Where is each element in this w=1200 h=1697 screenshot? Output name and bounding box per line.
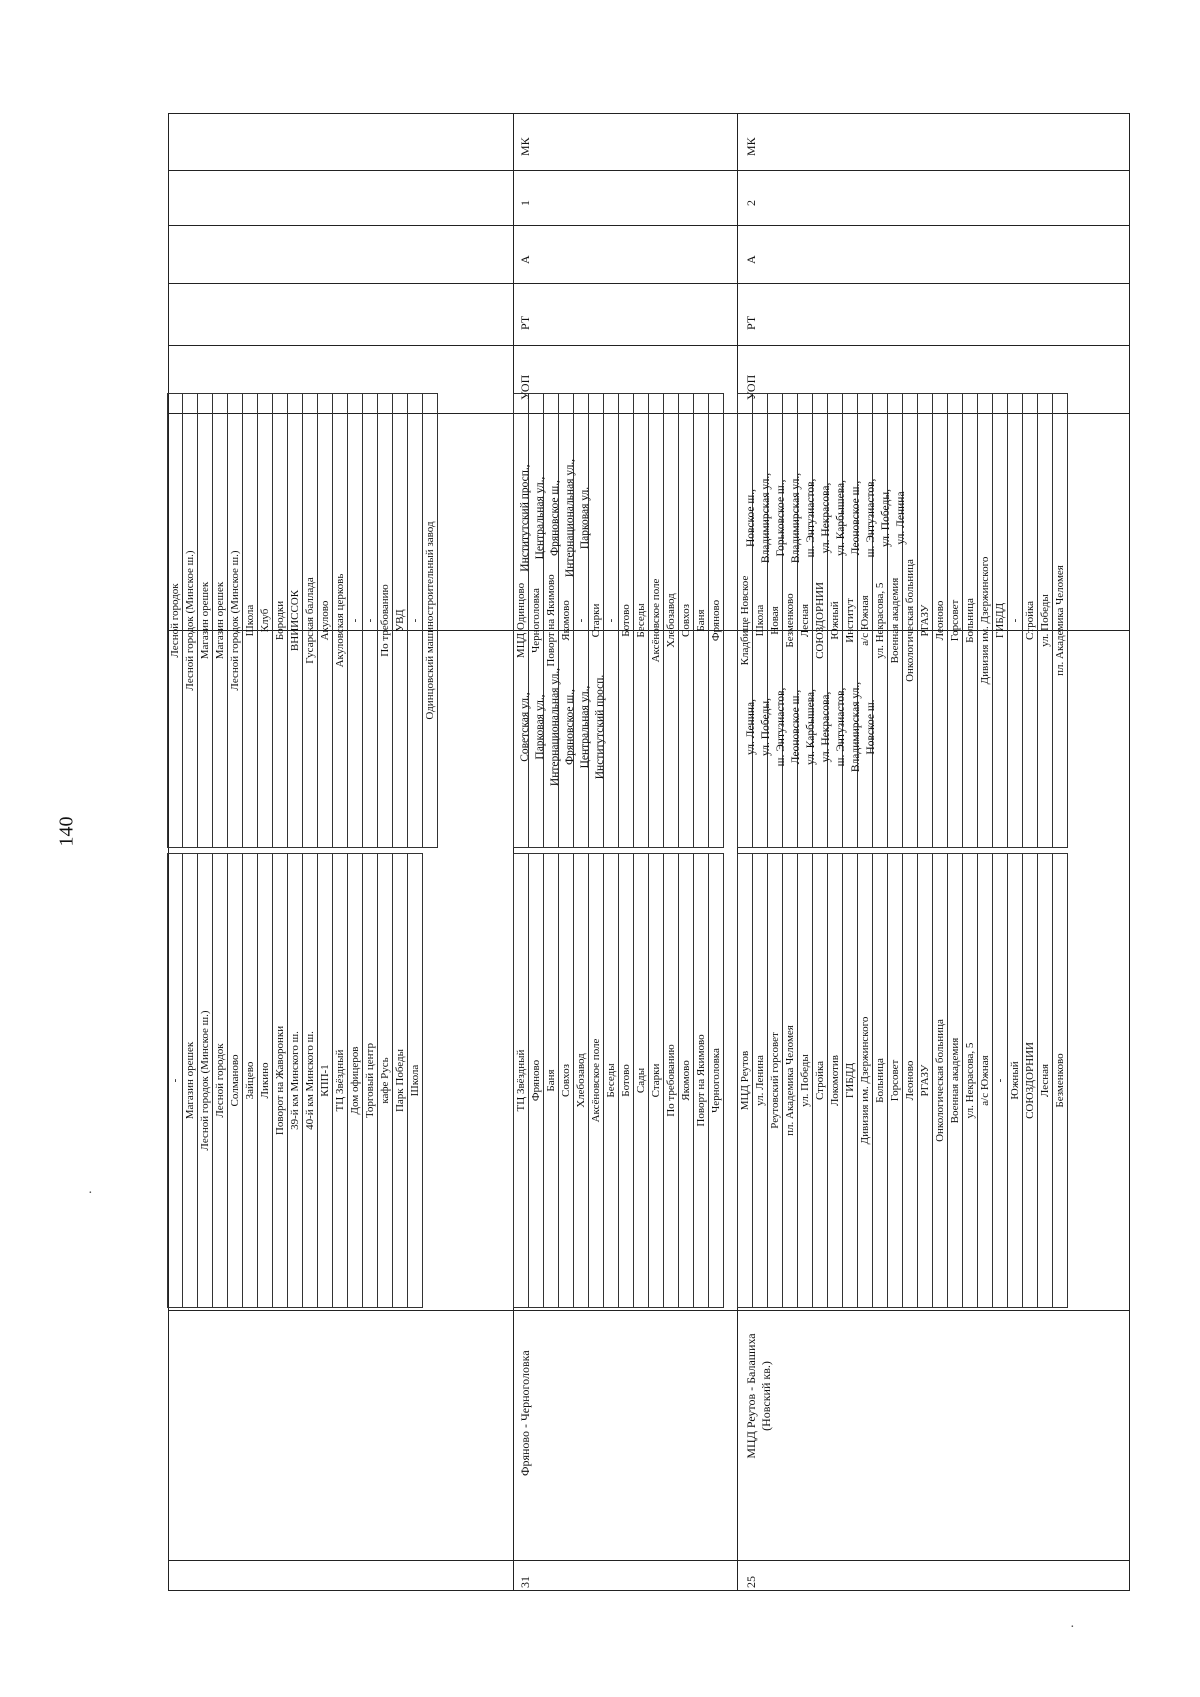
street-name: Фряновское ш., (564, 689, 576, 765)
stop-name: Баня (543, 854, 558, 1308)
stops-forward (737, 853, 1068, 1308)
scan-mark: · (88, 1186, 93, 1201)
stop-name: По требованию (663, 854, 678, 1308)
stop-row (633, 394, 648, 848)
stop-name: ул. Некрасова, 5 (962, 854, 977, 1308)
stop-row (513, 854, 528, 1308)
street-name: ул. Ленина, (745, 699, 757, 756)
street-name: Интернациональная ул., (549, 667, 561, 787)
stop-name: РГАЗУ (917, 394, 932, 848)
stop-name: Якомово (558, 394, 573, 848)
stop-name: Акулово (317, 394, 332, 848)
column-separator (168, 225, 1130, 226)
stop-name: - (603, 394, 618, 848)
street-name: Институтский просп. (594, 674, 606, 780)
stop-row (648, 394, 663, 848)
stop-row (708, 394, 723, 848)
stop-name: а/с Южная (977, 854, 992, 1308)
stop-row (212, 394, 227, 848)
stop-name: Лесной городок (Минское ш.) (197, 854, 212, 1308)
stop-name: пл. Академика Челомея (782, 854, 797, 1308)
page-number: 140 (55, 816, 78, 847)
stop-name: Акуловская церковь (332, 394, 347, 848)
stop-row (227, 854, 242, 1308)
column-separator (168, 1310, 1130, 1311)
column-separator (168, 170, 1130, 171)
stop-row (962, 854, 977, 1308)
stop-name: Лесная (797, 394, 812, 848)
stop-row (1022, 394, 1037, 848)
stop-row (543, 854, 558, 1308)
vehicle-class: А (744, 255, 758, 264)
street-name: Леоновское ш., (790, 689, 802, 765)
stop-name: Зайцево (242, 854, 257, 1308)
stop-name: Кладбище Новское (737, 394, 752, 848)
stop-name: Хлебозавод (573, 854, 588, 1308)
stop-row (407, 394, 422, 848)
stop-name: Парк Победы (392, 854, 407, 1308)
column-separator (168, 283, 1130, 284)
stop-row (212, 854, 227, 1308)
vehicle-count: 2 (744, 200, 758, 206)
stop-row (947, 854, 962, 1308)
stop-row (827, 854, 842, 1308)
stop-name: МЦД Одинцово (513, 394, 528, 848)
stop-type: УОП (518, 374, 532, 400)
street-name: Новское ш., (745, 489, 757, 547)
stop-name: Фряново (708, 394, 723, 848)
stop-row (588, 854, 603, 1308)
stop-name: Черноголовка (528, 394, 543, 848)
stop-name: Лесной городок (167, 394, 182, 848)
stop-name: СОЮЗДОРНИИ (1022, 854, 1037, 1308)
stop-name: Ботово (618, 394, 633, 848)
stop-row (272, 394, 287, 848)
stop-row (332, 854, 347, 1308)
stop-row (693, 854, 708, 1308)
street-name: ул. Ленина (895, 491, 907, 545)
stop-row (992, 394, 1007, 848)
stop-name: Стройка (1022, 394, 1037, 848)
stop-name: Горсовет (947, 394, 962, 848)
street-name: Новское ш. (865, 699, 877, 755)
vehicle-size: МК (518, 137, 532, 156)
street-name: Центральная ул., (534, 476, 546, 560)
stop-row (362, 854, 377, 1308)
stop-name: Южный (827, 394, 842, 848)
stop-name: СОЮЗДОРНИИ (812, 394, 827, 848)
stop-name: - (573, 394, 588, 848)
stop-name: Солманово (227, 854, 242, 1308)
stop-row (332, 394, 347, 848)
street-name: Советская ул., (519, 692, 531, 762)
tariff: РТ (744, 315, 758, 330)
stop-name: Совхоз (558, 854, 573, 1308)
stop-name: Леоново (932, 394, 947, 848)
row-separator (737, 113, 738, 1590)
route-name (744, 1316, 774, 1476)
stop-row (917, 854, 932, 1308)
street-name: Горьковское ш., (775, 479, 787, 557)
street-name: ул. Карбышева, (835, 480, 847, 556)
stop-name: Леоново (902, 854, 917, 1308)
stop-name: Лесная (1037, 854, 1052, 1308)
stop-row (693, 394, 708, 848)
stop-row (182, 854, 197, 1308)
stop-name: Локомотив (827, 854, 842, 1308)
stop-row (392, 394, 407, 848)
stop-name: Черноголовка (708, 854, 723, 1308)
stop-name: кафе Русь (377, 854, 392, 1308)
stop-name: Новая (767, 394, 782, 848)
stop-row (767, 854, 782, 1308)
stop-row (167, 854, 182, 1308)
stop-row (857, 854, 872, 1308)
stop-name: ул. Ленина (752, 854, 767, 1308)
stop-name: Магазин орешек (212, 394, 227, 848)
stop-name: Бородки (272, 394, 287, 848)
stop-row (1022, 854, 1037, 1308)
street-name: ш. Энтузиастов, (835, 687, 847, 767)
stop-row (317, 394, 332, 848)
stop-name: Беседы (603, 854, 618, 1308)
stop-name: - (1007, 394, 1022, 848)
streets-backward (744, 423, 909, 613)
stop-row (272, 854, 287, 1308)
stop-name: Поворот на Жаворонки (272, 854, 287, 1308)
stop-name: Клуб (257, 394, 272, 848)
stop-name: Магазин орешек (182, 854, 197, 1308)
stop-row (407, 854, 422, 1308)
street-name: Центральная ул., (579, 685, 591, 769)
stop-name: Институт (842, 394, 857, 848)
stop-name: - (992, 854, 1007, 1308)
street-name: Владимирская ул., (790, 472, 802, 564)
stop-name: Школа (752, 394, 767, 848)
route-name: Фряново - Черноголовка (518, 1350, 532, 1476)
stop-row (377, 394, 392, 848)
stop-name: Больница (962, 394, 977, 848)
stop-row (362, 394, 377, 848)
stop-name: Лесной городок (Минское ш.) (182, 394, 197, 848)
streets-forward (744, 632, 879, 822)
stop-name: Магазин орешек (197, 394, 212, 848)
stop-name: Торговый центр (362, 854, 377, 1308)
stop-name: Аксёновское поле (648, 394, 663, 848)
stop-row (708, 854, 723, 1308)
stop-name: - (167, 854, 182, 1308)
table-border-top (168, 113, 1130, 114)
stop-row (302, 394, 317, 848)
stop-row (752, 854, 767, 1308)
stop-name: Якомово (678, 854, 693, 1308)
stop-name: Аксёновское поле (588, 854, 603, 1308)
stop-row (872, 854, 887, 1308)
stop-name: Школа (242, 394, 257, 848)
stop-name: Военная академия (947, 854, 962, 1308)
street-name: ул. Некрасова, (820, 691, 832, 763)
stop-name: РГАЗУ (917, 854, 932, 1308)
street-name: Фряновское ш., (549, 480, 561, 556)
stop-row (528, 854, 543, 1308)
stop-type: УОП (744, 374, 758, 400)
prev-stops-forward (167, 853, 423, 1308)
row-separator (168, 113, 169, 1590)
stop-row (992, 854, 1007, 1308)
stop-row (603, 854, 618, 1308)
street-name: Леоновское ш., (850, 480, 862, 556)
stop-row (1037, 394, 1052, 848)
stop-row (1007, 854, 1022, 1308)
stop-row (1037, 854, 1052, 1308)
street-name: Интернациональная ул., (564, 458, 576, 578)
street-name: ул. Некрасова, (820, 482, 832, 554)
stop-name: ул. Некрасова, 5 (872, 394, 887, 848)
stop-name: Ботово (618, 854, 633, 1308)
stop-name: 40-й км Минского ш. (302, 854, 317, 1308)
stop-row (782, 854, 797, 1308)
stop-name: ул. Победы (797, 854, 812, 1308)
table-border-bottom (168, 1590, 1130, 1591)
stop-name: 39-й км Минского ш. (287, 854, 302, 1308)
stop-name: Южный (1007, 854, 1022, 1308)
stop-name: Дом офицеров (347, 854, 362, 1308)
stop-name: Стройка (812, 854, 827, 1308)
stop-name: ВНИИССОК (287, 394, 302, 848)
stop-row (347, 854, 362, 1308)
prev-stops-backward (167, 393, 438, 848)
streets-forward (518, 632, 608, 822)
street-name: Парковая ул. (579, 486, 591, 550)
stop-name: Беседы (633, 394, 648, 848)
street-name: ш. Энтузиастов, (775, 687, 787, 767)
stop-name: Фряново (528, 854, 543, 1308)
tariff: РТ (518, 315, 532, 330)
stop-row (1052, 854, 1067, 1308)
stop-row (737, 854, 752, 1308)
stop-name: Реутовский горсовет (767, 854, 782, 1308)
stop-row (902, 854, 917, 1308)
stop-name: ул. Победы (1037, 394, 1052, 848)
stop-name: ГИБДД (992, 394, 1007, 848)
street-name: ул. Победы, (880, 489, 892, 547)
scan-mark: · (1070, 1620, 1075, 1635)
stop-name: а/с Южная (857, 394, 872, 848)
stop-row (947, 394, 962, 848)
stop-row (302, 854, 317, 1308)
stop-name: Гусарская баллада (302, 394, 317, 848)
stop-name: Горсовет (887, 854, 902, 1308)
stop-row (377, 854, 392, 1308)
route-number: 31 (518, 1576, 532, 1588)
stop-row (932, 394, 947, 848)
street-name: Парковая ул., (534, 694, 546, 760)
stop-row (242, 394, 257, 848)
row-separator (1129, 113, 1130, 1590)
stop-row (422, 394, 437, 848)
stop-row (167, 394, 182, 848)
stop-row (392, 854, 407, 1308)
route-name-text: МЦД Реутов - Балашиха (Новский кв.) (744, 1333, 773, 1459)
stop-name: ГИБДД (842, 854, 857, 1308)
stop-name: Поворт на Якимово (543, 394, 558, 848)
street-name: ул. Победы, (760, 698, 772, 756)
street-name: Владимирская ул., (760, 472, 772, 564)
stop-row (887, 854, 902, 1308)
stop-row (962, 394, 977, 848)
stop-name: - (362, 394, 377, 848)
column-separator (168, 1560, 1130, 1561)
stops-forward (513, 853, 724, 1308)
stop-row (663, 394, 678, 848)
street-name: ш. Энтузиастов, (865, 478, 877, 558)
stop-name: Поворт на Якимово (693, 854, 708, 1308)
street-name: ш. Энтузиастов, (805, 478, 817, 558)
stop-row (573, 854, 588, 1308)
stop-name: Дивизия им. Дзержинского (857, 854, 872, 1308)
stop-row (287, 854, 302, 1308)
streets-backward (518, 423, 593, 613)
stop-name: пл. Академика Челомея (1052, 394, 1067, 848)
stop-row (182, 394, 197, 848)
stop-name: МЦД Реутов (737, 854, 752, 1308)
stop-name: - (407, 394, 422, 848)
column-separator (168, 345, 1130, 346)
stop-row (197, 854, 212, 1308)
stop-name: Старки (648, 854, 663, 1308)
vehicle-size: МК (744, 137, 758, 156)
stop-name: ТЦ Звёздный (513, 854, 528, 1308)
stop-name: Онкологическая больница (902, 394, 917, 848)
stop-row (1052, 394, 1067, 848)
stop-name: Онкологическая больница (932, 854, 947, 1308)
stop-name: Хлебозавод (663, 394, 678, 848)
vehicle-count: 1 (518, 200, 532, 206)
stop-name: Лесной городок (Минское ш.) (227, 394, 242, 848)
stop-row (618, 854, 633, 1308)
stop-name: Одинцовский машиностроительный завод (422, 394, 437, 848)
street-name: Владимирская ул., (850, 681, 862, 773)
stop-name: - (347, 394, 362, 848)
stop-row (1007, 394, 1022, 848)
stop-row (227, 394, 242, 848)
stop-row (917, 394, 932, 848)
stop-row (977, 394, 992, 848)
stop-row (797, 854, 812, 1308)
stop-name: Безменково (782, 394, 797, 848)
stop-name: Школа (407, 854, 422, 1308)
stop-row (618, 394, 633, 848)
street-name: Институтский просп., (519, 464, 531, 572)
street-name: ул. Карбышева, (805, 689, 817, 765)
stop-name: Совхоз (678, 394, 693, 848)
stop-row (347, 394, 362, 848)
stop-name: Военная академия (887, 394, 902, 848)
stop-row (812, 854, 827, 1308)
stop-name: Баня (693, 394, 708, 848)
stop-row (633, 854, 648, 1308)
stop-row (257, 854, 272, 1308)
stop-name: Ликино (257, 854, 272, 1308)
stop-name: Старки (588, 394, 603, 848)
stop-name: Безменково (1052, 854, 1067, 1308)
stop-name: КПП-1 (317, 854, 332, 1308)
stop-row (977, 854, 992, 1308)
stop-name: Лесной городок (212, 854, 227, 1308)
stop-row (932, 854, 947, 1308)
stop-row (558, 854, 573, 1308)
stop-name: УВД (392, 394, 407, 848)
stop-row (663, 854, 678, 1308)
stop-row (317, 854, 332, 1308)
stop-row (678, 854, 693, 1308)
stop-row (257, 394, 272, 848)
stop-row (197, 394, 212, 848)
stop-row (678, 394, 693, 848)
stop-name: Сады (633, 854, 648, 1308)
stop-name: По требованию (377, 394, 392, 848)
vehicle-class: А (518, 255, 532, 264)
stop-row (648, 854, 663, 1308)
stop-name: Дивизия им. Дзержинского (977, 394, 992, 848)
stop-row (842, 854, 857, 1308)
row-separator (513, 113, 514, 1590)
stop-row (287, 394, 302, 848)
route-number: 25 (744, 1576, 758, 1588)
stop-name: ТЦ Звёздный (332, 854, 347, 1308)
stop-row (242, 854, 257, 1308)
stop-name: Больница (872, 854, 887, 1308)
